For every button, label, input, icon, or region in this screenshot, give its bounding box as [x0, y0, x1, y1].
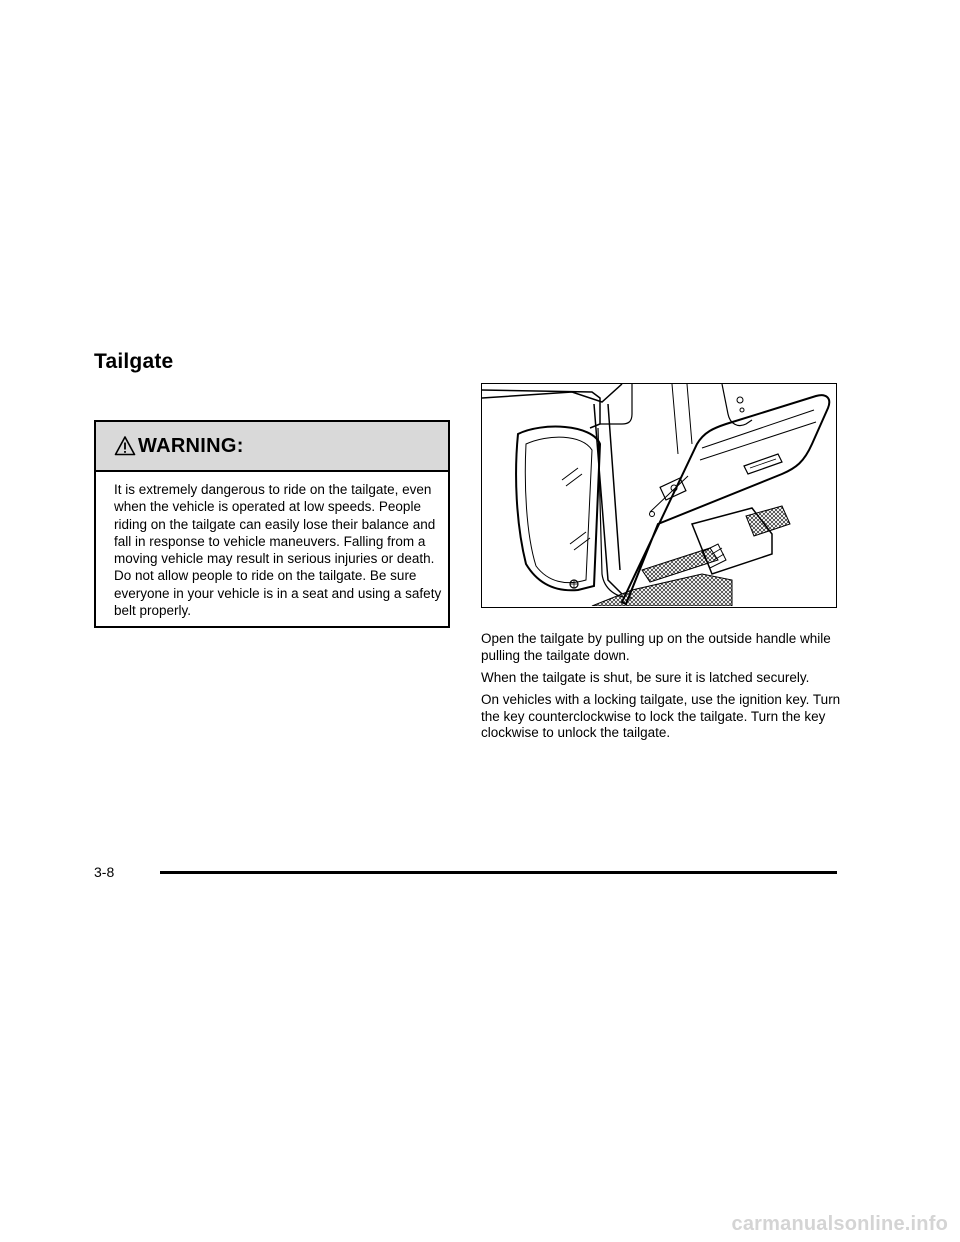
footer-rule — [160, 871, 837, 874]
body-paragraph-latch: When the tailgate is shut, be sure it is latched securely. — [481, 670, 810, 685]
watermark: carmanualsonline.info — [731, 1213, 948, 1235]
warning-text: It is extremely dangerous to ride on the tailgate, even when the vehicle is operated at low speeds. People riding on the tailgate can easily lose their balance and fall in response to vehicle maneuvers. Falling from a moving vehicle may result in serious injuries or death. Do not allow people to ride on the tailgate. Be sure everyone in your vehicle is in a seat and using a safety belt properly. — [114, 482, 442, 619]
page-number: 3-8 — [94, 864, 115, 880]
warning-box — [94, 420, 450, 628]
tailgate-illustration — [481, 383, 837, 608]
warning-triangle-icon — [114, 435, 136, 457]
warning-header — [96, 422, 448, 472]
body-paragraph-open: Open the tailgate by pulling up on the outside handle while pulling the tailgate down. — [481, 631, 831, 663]
section-title: Tailgate — [94, 350, 174, 373]
body-paragraph-lock: On vehicles with a locking tailgate, use the ignition key. Turn the key counterclockwise to lock the tailgate. Turn the key clockwise to unlock the tailgate. — [481, 692, 841, 740]
warning-title: WARNING: — [138, 434, 244, 457]
